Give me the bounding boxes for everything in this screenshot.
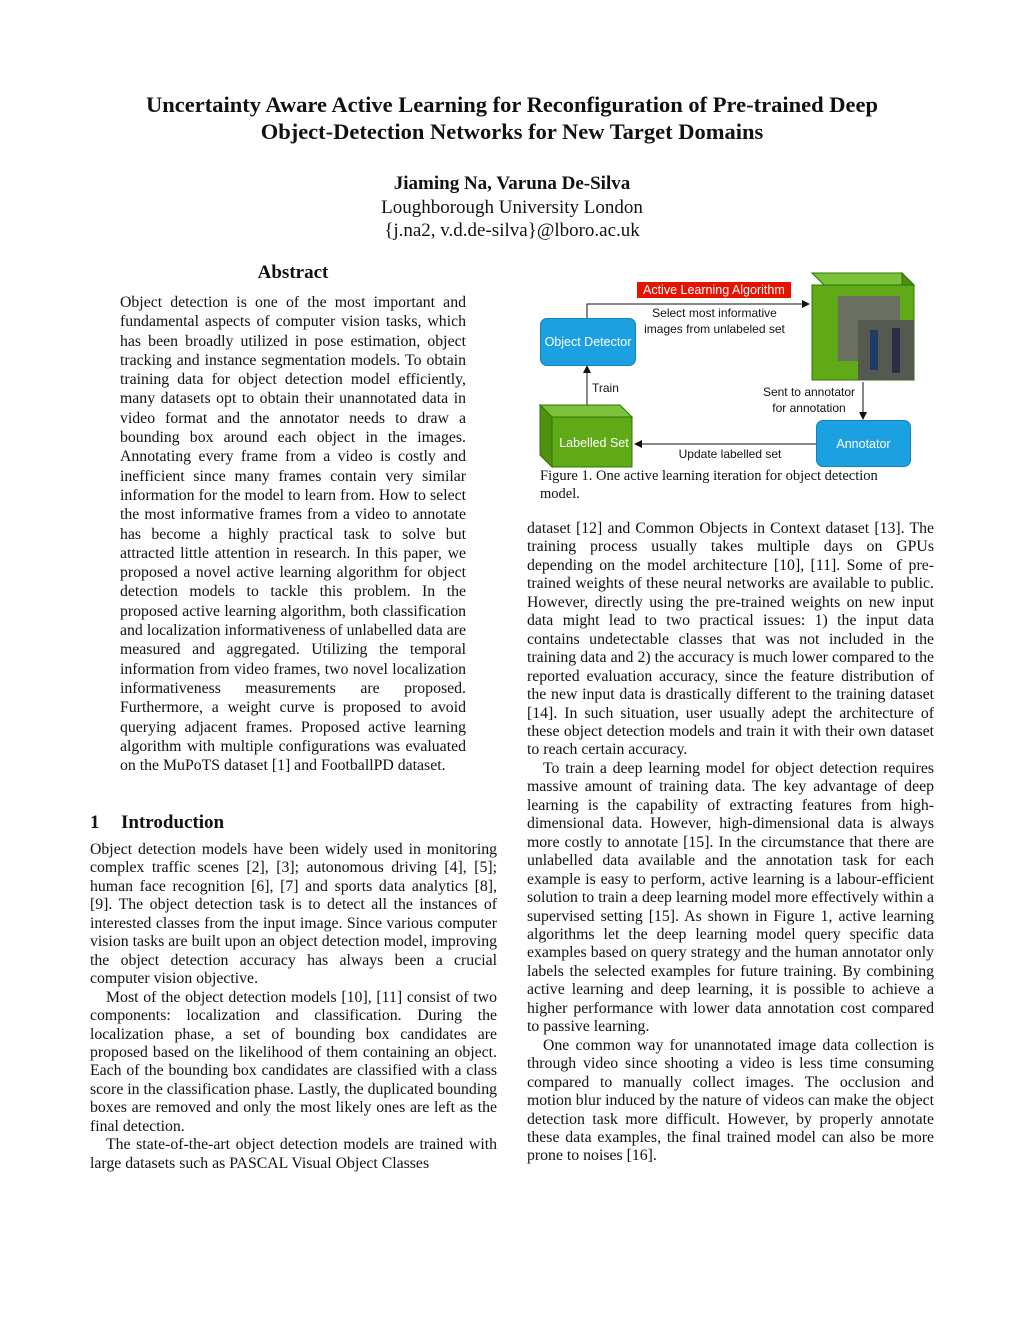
section-heading <box>90 812 224 834</box>
title-line: Uncertainty Aware Active Learning for Reconfiguration of Pre-trained Deep <box>146 92 878 117</box>
algorithm-label: Active Learning Algorithm <box>637 282 791 298</box>
title-line: Object-Detection Networks for New Target Domains <box>260 119 764 144</box>
train-label: Train <box>592 381 619 395</box>
email: {j.na2, v.d.de-silva}@lboro.ac.uk <box>384 220 640 241</box>
unlabeled-set-cube-icon <box>812 273 914 380</box>
update-label: Update labelled set <box>678 447 782 461</box>
author-names: Jiaming Na, Varuna De-Silva <box>393 173 631 194</box>
figure-caption: Figure 1. One active learning iteration for object detection model. <box>540 468 878 502</box>
annotator-box: Annotator <box>816 420 911 467</box>
paragraph: The state-of-the-art object detection models are trained with large datasets such as PASCAL Visual Object Classes <box>90 1136 497 1172</box>
abstract-body <box>120 293 466 775</box>
affiliation: Loughborough University London <box>381 196 643 218</box>
labelled-set-label: Labelled Set <box>559 436 629 450</box>
paragraph: One common way for unannotated image data collection is through video since shooting a video is less time consuming compared to manually collect images. The occlusion and motion blur induced by the nature of videos can make the object detection task more difficult. However, by properly annotate these data examples, the final trained model can also be more prone to noises [16]. <box>527 1036 934 1165</box>
paragraph: To train a deep learning model for object detection requires massive amount of training data. The key advantage of deep learning is the capability of extracting features from high-dimensional data. However, high-dimensional data is always more costly to annotate [15]. In the circumstance that there are unlabelled data available and the annotation task for each example is easy to perform, active learning is a labour-efficient solution to train a deep learning model more effectively within a supervised setting [15]. As shown in Figure 1, active learning algorithms let the deep learning model query specific data examples based on query strategy and the human annotator only labels the selected examples for future training. By combining active learning and deep learning, it is possible to achieve a higher performance with lower data annotation cost compared to passive learning. <box>527 759 934 1036</box>
intro-body <box>90 841 497 1173</box>
paragraph: dataset [12] and Common Objects in Context dataset [13]. The training process usually takes multiple days on GPUs depending on the model architecture [10], [11]. Some of pre-trained weights of these neural networks are available to public. However, directly using the pre-trained weights on new input data might lead to two practical issues: 1) the input data contains undetectable classes that was not included in the training data and 2) the accuracy is much lower compared to the reported evaluation accuracy, since the feature distribution of the new input data is drastically different to the training dataset [14]. In such situation, user usually adept the architecture of these object detection models and train it with their own dataset to reach certain accuracy. <box>527 520 934 759</box>
select-label: Select most informative images from unlabeled set <box>644 306 785 336</box>
paragraph: Most of the object detection models [10], [11] consist of two components: localization and classification. During the localization phase, a set of bounding box candidates are proposed based on the likelihood of them containing an object. Each of the bounding box candidates are classified with a class score in the classification phase. Lastly, the duplicated bounding boxes are removed and only the most likely ones are left as the final detection. <box>90 988 497 1135</box>
abstract-text: Object detection is one of the most important and fundamental aspects of computer vision tasks, which has been broadly utilized in pose estimation, object tracking and instance segmentation models. To obtain training data for object detection model efficiently, many datasets opt to obtain their unannotated data in video format and the annotator needs to draw a bounding box around each object in the images. Annotating every frame from a video is costly and inefficient since many frames contain very similar information for the model to learn from. How to select the most informative frames from a video to annotate has become a highly practical task to solve but attracted little attention in research. In this paper, we proposed a novel active learning algorithm for object detection models to tackle this problem. In the proposed active learning algorithm, both classification and localization informativeness of unlabelled data are measured and aggregated. Utilizing the temporal information from video frames, two novel localization informativeness measurements are proposed. Furthermore, a weight curve is proposed to avoid querying adjacent frames. Proposed active learning algorithm with multiple configurations was evaluated on the MuPoTS dataset [1] and FootballPD dataset. <box>120 294 466 775</box>
paper-title <box>60 91 964 145</box>
author-block <box>200 172 824 243</box>
sent-label: Sent to annotator for annotation <box>762 385 856 415</box>
object-detector-box: Object Detector <box>540 318 636 366</box>
paragraph: Object detection models have been widely used in monitoring complex traffic scenes [2], [3]; autonomous driving [4], [5]; human face recognition [6], [7] and sports data analytics [8], [9]. The object detection task is to detect all the instances of interested classes from the input image. Since various computer vision tasks are built upon an object detection model, improving the object detection accuracy has always been a crucial computer vision objective. <box>90 841 497 988</box>
abstract-heading: Abstract <box>257 262 329 283</box>
section-title: Introduction <box>121 812 225 833</box>
right-column-body <box>527 520 934 1166</box>
section-number: 1 <box>90 812 100 833</box>
figure-1-diagram <box>537 270 917 470</box>
